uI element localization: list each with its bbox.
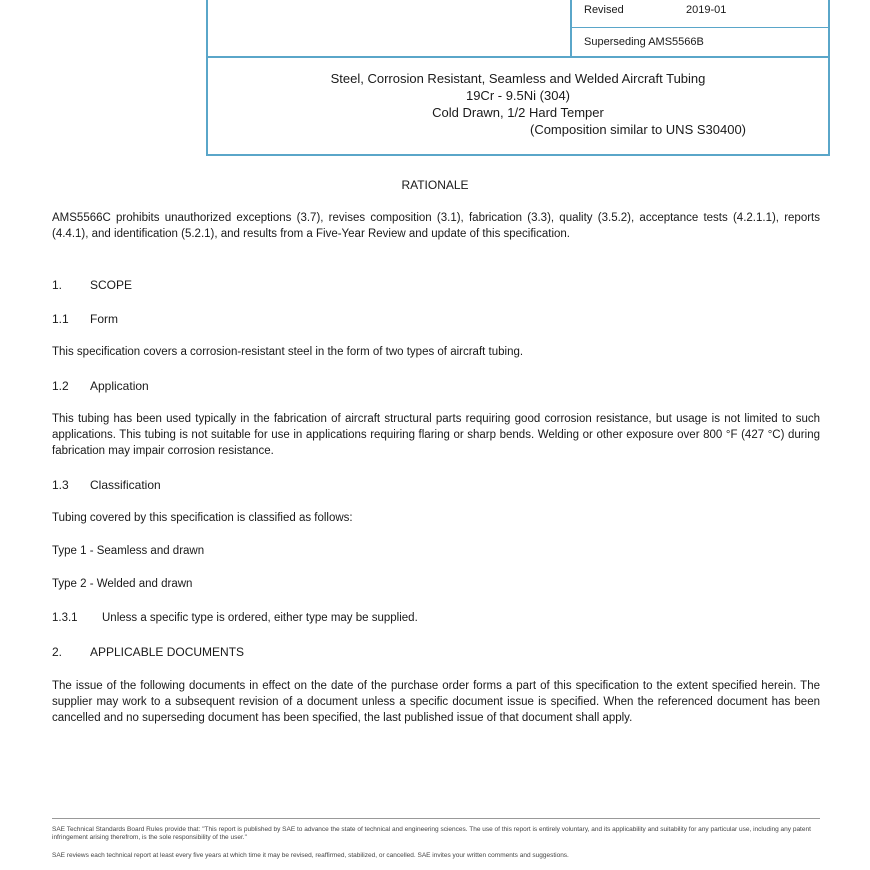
rationale-text: AMS5566C prohibits unauthorized exceptions (3.7), revises composition (3.1), fabrication (3.3), quality (3.5.2), acceptance tests (4.2.1.1), reports (4.4.1), and identification (5.2.1), and results from a Five-Year Review and update of this specification. — [52, 212, 820, 240]
section-number: 2. — [52, 645, 63, 659]
section-number: 1. — [52, 278, 63, 292]
document-header-box — [206, 0, 830, 156]
section-title: Form — [90, 312, 118, 326]
title-line: Steel, Corrosion Resistant, Seamless and Welded Aircraft Tubing — [330, 71, 706, 86]
section-title: Classification — [90, 478, 161, 492]
title-line: (Composition similar to UNS S30400) — [529, 122, 747, 137]
section-title: SCOPE — [90, 278, 133, 292]
header-row-divider — [572, 27, 828, 28]
rationale-heading: RATIONALE — [401, 178, 469, 192]
header-top-row — [208, 0, 828, 58]
section-number: 1.1 — [52, 312, 69, 326]
section-2-heading — [52, 645, 244, 659]
revised-label: Revised — [584, 4, 624, 16]
title-line: Cold Drawn, 1/2 Hard Temper — [432, 105, 604, 120]
section-1-1-text: This specification covers a corrosion-resistant steel in the form of two types of aircraft tubing. — [52, 346, 524, 358]
document-title — [208, 70, 828, 138]
footer-review-notice: SAE reviews each technical report at least every five years at which time it may be revised, reaffirmed, stabilized, or cancelled. SAE invites your written comments and suggestions. — [52, 852, 569, 859]
section-1-heading — [52, 278, 132, 292]
section-title: Application — [90, 379, 149, 393]
section-number: 1.2 — [52, 379, 69, 393]
section-2-text: The issue of the following documents in effect on the date of the purchase order forms a part of this specification to the extent specified herein. The supplier may work to a subsequent revision of a document unless a specific document issue is specified. When the referenced document has been cancelled and no superseding document has been specified, the last published issue of that document shall apply. — [52, 680, 820, 724]
footer-notice: SAE Technical Standards Board Rules provide that: "This report is published by SAE to advance the state of technical and engineering sciences. The use of this report is entirely voluntary, and its applicability and suitability for any particular use, including any patent infringement arising therefrom, is the sole responsibility of the user." — [52, 826, 811, 841]
title-line: 19Cr - 9.5Ni (304) — [465, 88, 571, 103]
type-1-item: Type 1 - Seamless and drawn — [52, 545, 205, 557]
section-1-3-1-text: Unless a specific type is ordered, either type may be supplied. — [102, 612, 418, 624]
section-1-2-text: This tubing has been used typically in the fabrication of aircraft structural parts requiring good corrosion resistance, but usage is not limited to such applications. This tubing is not suitable for use in applications requiring flaring or sharp bends. Welding or other exposure over 800 °F (427 °C) during fabrication may impair corrosion resistance. — [52, 413, 820, 457]
section-number: 1.3 — [52, 478, 69, 492]
header-divider — [570, 0, 572, 56]
type-2-item: Type 2 - Welded and drawn — [52, 578, 193, 590]
section-1-3-heading — [52, 478, 161, 492]
superseding-label: Superseding AMS5566B — [584, 36, 704, 48]
section-number: 1.3.1 — [52, 612, 78, 624]
section-1-1-heading — [52, 312, 118, 326]
section-1-3-1 — [52, 612, 418, 624]
section-1-2-heading — [52, 379, 149, 393]
footer-rule — [52, 818, 820, 819]
section-title: APPLICABLE DOCUMENTS — [90, 645, 245, 659]
section-1-3-text: Tubing covered by this specification is classified as follows: — [52, 512, 353, 524]
revised-date: 2019-01 — [686, 4, 727, 16]
